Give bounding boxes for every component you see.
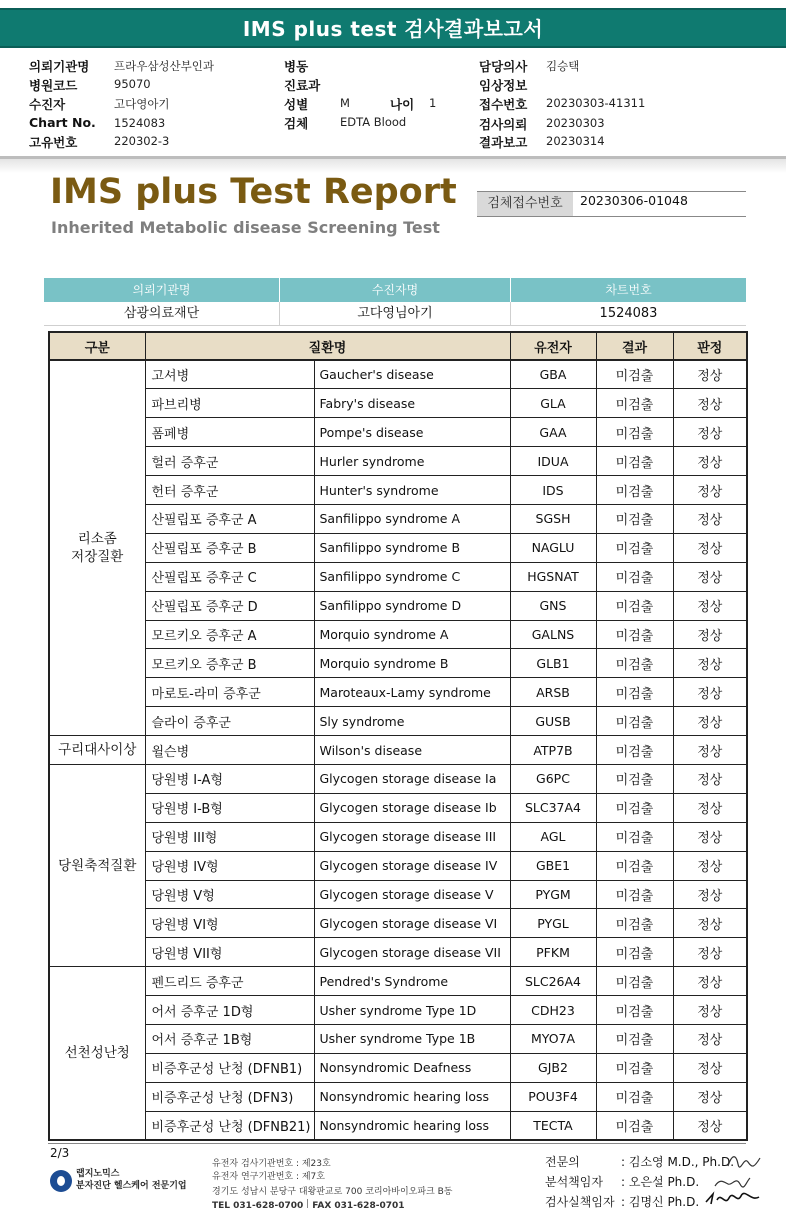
judgement-cell: 정상 (673, 996, 747, 1025)
table-row (49, 967, 747, 996)
signer-role: 전문의 (545, 1155, 580, 1169)
info-value-chart: 1524083 (511, 302, 746, 326)
receipt-label: 접수번호 (479, 97, 528, 112)
info-value-patient: 고다영님아기 (280, 302, 511, 326)
doctor-label: 담당의사 (479, 59, 528, 74)
license-info (212, 1158, 452, 1213)
gene-cell: GJB2 (510, 1053, 596, 1082)
tel-text: TEL 031-628-0700 (212, 1201, 304, 1211)
hospital-code-value: 95070 (114, 77, 151, 91)
gene-cell: PYGM (510, 880, 596, 909)
results-body (49, 360, 747, 1140)
report-label: 결과보고 (479, 135, 528, 150)
result-cell: 미검출 (596, 764, 673, 793)
gene-cell: IDUA (510, 447, 596, 476)
results-table (48, 331, 748, 1141)
table-row (49, 1111, 747, 1140)
age-value: 1 (429, 96, 437, 110)
disease-kr-cell: 고셔병 (145, 360, 314, 389)
table-row (49, 1082, 747, 1111)
disease-en-cell: Sanfilippo syndrome B (314, 533, 510, 562)
table-row (49, 591, 747, 620)
judgement-cell: 정상 (673, 533, 747, 562)
disease-en-cell: Sanfilippo syndrome A (314, 504, 510, 533)
disease-kr-cell: 슬라이 증후군 (145, 707, 314, 736)
page-number: 2/3 (50, 1146, 70, 1160)
result-cell: 미검출 (596, 418, 673, 447)
doctor-value: 김승택 (546, 59, 580, 73)
license-line2: 유전자 연구기관번호 : 제7호 (212, 1172, 325, 1182)
disease-en-cell: Nonsyndromic hearing loss (314, 1111, 510, 1140)
disease-kr-cell: 당원병 I-B형 (145, 793, 314, 822)
judgement-cell: 정상 (673, 504, 747, 533)
table-row (49, 793, 747, 822)
disease-header: 질환명 (145, 332, 510, 360)
gene-cell: SGSH (510, 504, 596, 533)
disease-en-cell: Hurler syndrome (314, 447, 510, 476)
info-header-patient: 수진자명 (280, 278, 511, 302)
table-row (49, 562, 747, 591)
judgement-cell: 정상 (673, 1111, 747, 1140)
company-logo-icon (50, 1170, 72, 1192)
company-name (76, 1168, 187, 1192)
judgement-cell: 정상 (673, 389, 747, 418)
table-row (49, 389, 747, 418)
disease-kr-cell: 당원병 VII형 (145, 938, 314, 967)
results-header-row (49, 332, 747, 360)
disease-en-cell: Pendred's Syndrome (314, 967, 510, 996)
judgement-cell: 정상 (673, 678, 747, 707)
company-name-line1: 랩지노믹스 (76, 1169, 120, 1179)
disease-kr-cell: 당원병 IV형 (145, 851, 314, 880)
disease-en-cell: Usher syndrome Type 1B (314, 1024, 510, 1053)
disease-kr-cell: 산필립포 증후군 C (145, 562, 314, 591)
category-cell: 선천성난청 (49, 967, 145, 1140)
table-row (49, 533, 747, 562)
disease-en-cell: Glycogen storage disease IV (314, 851, 510, 880)
receipt-no-value: 20230303-41311 (546, 96, 646, 110)
table-row (49, 418, 747, 447)
signer-name: : 오은설 Ph.D. (621, 1175, 700, 1189)
judgement-cell: 정상 (673, 793, 747, 822)
disease-kr-cell: 산필립포 증후군 D (145, 591, 314, 620)
signer-row (545, 1152, 751, 1172)
disease-en-cell: Sanfilippo syndrome D (314, 591, 510, 620)
judgement-cell: 정상 (673, 1082, 747, 1111)
specimen-no-label: 검체접수번호 (477, 192, 573, 216)
judgement-cell: 정상 (673, 1024, 747, 1053)
result-cell: 미검출 (596, 1053, 673, 1082)
disease-en-cell: Morquio syndrome A (314, 620, 510, 649)
table-row (49, 736, 747, 765)
ward-label: 병동 (284, 59, 309, 74)
chart-no-label: Chart No. (29, 115, 96, 130)
judgement-cell: 정상 (673, 447, 747, 476)
table-row (49, 447, 747, 476)
disease-kr-cell: 비증후군성 난청 (DFNB21) (145, 1111, 314, 1140)
dept-label: 진료과 (284, 78, 321, 93)
disease-kr-cell: 펜드리드 증후군 (145, 967, 314, 996)
fax-text: FAX 031-628-0701 (312, 1201, 405, 1211)
hospital-code-label: 병원코드 (29, 78, 78, 93)
table-row (49, 822, 747, 851)
disease-en-cell: Usher syndrome Type 1D (314, 996, 510, 1025)
age-label: 나이 (390, 97, 415, 112)
judgement-cell: 정상 (673, 591, 747, 620)
disease-kr-cell: 비증후군성 난청 (DFNB1) (145, 1053, 314, 1082)
table-row (49, 620, 747, 649)
gene-cell: MYO7A (510, 1024, 596, 1053)
judgement-cell: 정상 (673, 851, 747, 880)
disease-kr-cell: 폼페병 (145, 418, 314, 447)
category-cell: 당원축적질환 (49, 764, 145, 966)
signature-2-icon (712, 1172, 752, 1192)
result-cell: 미검출 (596, 1024, 673, 1053)
gene-cell: G6PC (510, 764, 596, 793)
disease-kr-cell: 헐러 증후군 (145, 447, 314, 476)
result-cell: 미검출 (596, 562, 673, 591)
disease-en-cell: Glycogen storage disease III (314, 822, 510, 851)
disease-en-cell: Fabry's disease (314, 389, 510, 418)
table-row (49, 938, 747, 967)
disease-en-cell: Gaucher's disease (314, 360, 510, 389)
result-cell: 미검출 (596, 909, 673, 938)
gene-cell: GBE1 (510, 851, 596, 880)
table-row (49, 851, 747, 880)
judgement-cell: 정상 (673, 360, 747, 389)
result-cell: 미검출 (596, 620, 673, 649)
signer-role: 검사실책임자 (545, 1195, 615, 1209)
result-cell: 미검출 (596, 389, 673, 418)
table-row (49, 678, 747, 707)
judgement-cell: 정상 (673, 764, 747, 793)
gene-cell: PYGL (510, 909, 596, 938)
result-cell: 미검출 (596, 533, 673, 562)
disease-kr-cell: 모르키오 증후군 B (145, 649, 314, 678)
judgement-cell: 정상 (673, 909, 747, 938)
judgement-cell: 정상 (673, 649, 747, 678)
category-cell: 리소좀 저장질환 (49, 360, 145, 736)
request-label: 검사의뢰 (479, 117, 528, 132)
result-cell: 미검출 (596, 938, 673, 967)
disease-kr-cell: 당원병 V형 (145, 880, 314, 909)
disease-kr-cell: 당원병 VI형 (145, 909, 314, 938)
disease-en-cell: Glycogen storage disease VI (314, 909, 510, 938)
gene-cell: GBA (510, 360, 596, 389)
chart-no-value: 1524083 (114, 116, 166, 130)
judgement-cell: 정상 (673, 562, 747, 591)
table-row (49, 476, 747, 505)
license-line1: 유전자 검사기관번호 : 제23호 (212, 1159, 331, 1169)
info-table (44, 278, 746, 326)
disease-kr-cell: 윌슨병 (145, 736, 314, 765)
sex-value: M (340, 96, 350, 110)
signer-role: 분석책임자 (545, 1175, 603, 1189)
result-cell: 미검출 (596, 793, 673, 822)
gene-cell: SLC26A4 (510, 967, 596, 996)
disease-kr-cell: 당원병 III형 (145, 822, 314, 851)
gene-cell: AGL (510, 822, 596, 851)
table-row (49, 764, 747, 793)
disease-kr-cell: 파브리병 (145, 389, 314, 418)
table-row (49, 707, 747, 736)
disease-kr-cell: 당원병 I-A형 (145, 764, 314, 793)
gene-cell: GUSB (510, 707, 596, 736)
category-cell: 구리대사이상 (49, 736, 145, 765)
result-cell: 미검출 (596, 447, 673, 476)
disease-kr-cell: 모르키오 증후군 A (145, 620, 314, 649)
disease-kr-cell: 어서 증후군 1B형 (145, 1024, 314, 1053)
patient-name-value: 고다영아기 (114, 97, 170, 111)
judgement-cell: 정상 (673, 880, 747, 909)
disease-kr-cell: 비증후군성 난청 (DFN3) (145, 1082, 314, 1111)
table-row (49, 504, 747, 533)
disease-en-cell: Glycogen storage disease Ib (314, 793, 510, 822)
gene-cell: NAGLU (510, 533, 596, 562)
disease-en-cell: Pompe's disease (314, 418, 510, 447)
result-cell: 미검출 (596, 1111, 673, 1140)
sex-label: 성별 (284, 97, 309, 112)
result-cell: 미검출 (596, 822, 673, 851)
gene-cell: SLC37A4 (510, 793, 596, 822)
institution-value: 프라우삼성산부인과 (114, 59, 214, 73)
judgement-cell: 정상 (673, 707, 747, 736)
table-row (49, 880, 747, 909)
footer-divider (48, 1143, 746, 1144)
disease-en-cell: Glycogen storage disease V (314, 880, 510, 909)
result-cell: 미검출 (596, 851, 673, 880)
result-cell: 미검출 (596, 1082, 673, 1111)
category-header: 구분 (49, 332, 145, 360)
specimen-no-box (477, 191, 746, 217)
gene-cell: GALNS (510, 620, 596, 649)
result-cell: 미검출 (596, 880, 673, 909)
address-line: 경기도 성남시 분당구 대왕판교로 700 코리아바이오파크 B동 (212, 1187, 453, 1197)
table-row (49, 996, 747, 1025)
gene-cell: TECTA (510, 1111, 596, 1140)
institution-label: 의뢰기관명 (29, 59, 90, 74)
report-subtitle: Inherited Metabolic disease Screening Test (51, 218, 440, 237)
table-row (49, 909, 747, 938)
judgement-cell: 정상 (673, 938, 747, 967)
gene-cell: GLA (510, 389, 596, 418)
judgement-header: 판정 (673, 332, 747, 360)
gene-cell: ARSB (510, 678, 596, 707)
judgement-cell: 정상 (673, 476, 747, 505)
report-date-value: 20230314 (546, 134, 605, 148)
result-cell: 미검출 (596, 504, 673, 533)
gene-cell: CDH23 (510, 996, 596, 1025)
info-value-institution: 삼광의료재단 (44, 302, 280, 326)
disease-en-cell: Hunter's syndrome (314, 476, 510, 505)
result-header: 결과 (596, 332, 673, 360)
result-cell: 미검출 (596, 360, 673, 389)
gene-cell: HGSNAT (510, 562, 596, 591)
clinical-label: 임상정보 (479, 78, 528, 93)
disease-kr-cell: 어서 증후군 1D형 (145, 996, 314, 1025)
judgement-cell: 정상 (673, 1053, 747, 1082)
judgement-cell: 정상 (673, 620, 747, 649)
disease-en-cell: Sly syndrome (314, 707, 510, 736)
gene-cell: PFKM (510, 938, 596, 967)
result-cell: 미검출 (596, 996, 673, 1025)
gene-header: 유전자 (510, 332, 596, 360)
table-row (49, 1053, 747, 1082)
specimen-value: EDTA Blood (340, 115, 407, 129)
judgement-cell: 정상 (673, 822, 747, 851)
disease-kr-cell: 산필립포 증후군 B (145, 533, 314, 562)
result-cell: 미검출 (596, 736, 673, 765)
signature-3-icon (703, 1190, 763, 1208)
gene-cell: POU3F4 (510, 1082, 596, 1111)
signature-1-icon (724, 1150, 764, 1172)
disease-en-cell: Nonsyndromic hearing loss (314, 1082, 510, 1111)
table-row (49, 649, 747, 678)
report-banner-title: IMS plus test 검사결과보고서 (0, 8, 786, 48)
result-cell: 미검출 (596, 591, 673, 620)
specimen-no-value: 20230306-01048 (580, 193, 688, 208)
company-name-line2: 분자진단 헬스케어 전문기업 (76, 1181, 187, 1191)
table-row (49, 1024, 747, 1053)
disease-kr-cell: 헌터 증후군 (145, 476, 314, 505)
disease-kr-cell: 마로토-라미 증후군 (145, 678, 314, 707)
judgement-cell: 정상 (673, 736, 747, 765)
info-header-institution: 의뢰기관명 (44, 278, 280, 302)
header-shadow (0, 159, 786, 173)
unique-no-label: 고유번호 (29, 135, 78, 150)
gene-cell: IDS (510, 476, 596, 505)
judgement-cell: 정상 (673, 418, 747, 447)
gene-cell: GAA (510, 418, 596, 447)
disease-kr-cell: 산필립포 증후군 A (145, 504, 314, 533)
specimen-label: 검체 (284, 116, 309, 131)
info-header-chart: 차트번호 (511, 278, 746, 302)
gene-cell: ATP7B (510, 736, 596, 765)
result-cell: 미검출 (596, 678, 673, 707)
disease-en-cell: Glycogen storage disease VII (314, 938, 510, 967)
signer-name: : 김명신 Ph.D. (621, 1195, 700, 1209)
judgement-cell: 정상 (673, 967, 747, 996)
gene-cell: GLB1 (510, 649, 596, 678)
report-title: IMS plus Test Report (50, 172, 457, 212)
unique-no-value: 220302-3 (114, 134, 170, 148)
result-cell: 미검출 (596, 649, 673, 678)
result-cell: 미검출 (596, 476, 673, 505)
disease-en-cell: Wilson's disease (314, 736, 510, 765)
table-row (49, 360, 747, 389)
result-cell: 미검출 (596, 967, 673, 996)
disease-en-cell: Glycogen storage disease Ia (314, 764, 510, 793)
disease-en-cell: Sanfilippo syndrome C (314, 562, 510, 591)
disease-en-cell: Nonsyndromic Deafness (314, 1053, 510, 1082)
result-cell: 미검출 (596, 707, 673, 736)
signer-name: : 김소영 M.D., Ph.D. (621, 1155, 735, 1169)
patient-header (0, 55, 786, 153)
gene-cell: GNS (510, 591, 596, 620)
disease-en-cell: Morquio syndrome B (314, 649, 510, 678)
patient-label: 수진자 (29, 97, 66, 112)
request-date-value: 20230303 (546, 116, 605, 130)
disease-en-cell: Maroteaux-Lamy syndrome (314, 678, 510, 707)
